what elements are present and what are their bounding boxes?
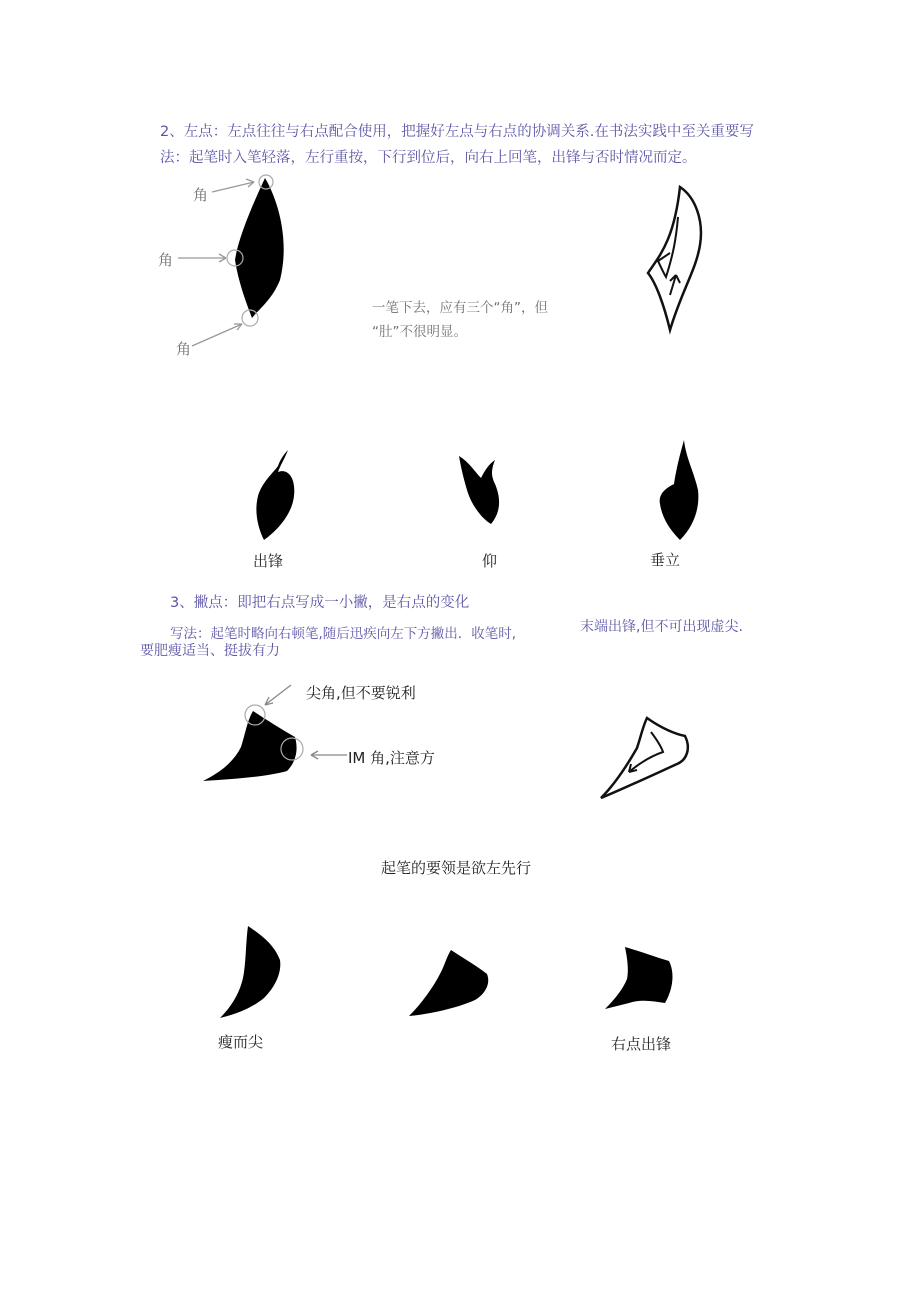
pie-dot-diagram xyxy=(195,675,315,795)
note-line1: 一笔下去，应有三个“角”，但 xyxy=(372,300,548,316)
variant-chuili-glyph xyxy=(654,438,704,543)
variant-label-shouerjian: 瘦而尖 xyxy=(218,1033,264,1051)
variant-label-youdianchufeng: 右点出锋 xyxy=(611,1035,672,1053)
section3-desc-line1: 写法：起笔时略向右顿笔,随后迅疾向左下方撇出．收笔时, xyxy=(170,626,517,642)
arrow-bottom xyxy=(192,324,242,346)
section3-side-note: 末端出锋,但不可出现虚尖. xyxy=(580,619,743,635)
left-dot-outline xyxy=(640,185,710,335)
pie-arrow-top xyxy=(265,685,291,705)
angle-label-top: 角 xyxy=(193,186,209,204)
pie-arrow-right xyxy=(305,745,350,765)
section3-title: 3、撇点：即把右点写成一小撇，是右点的变化 xyxy=(170,595,470,611)
pie-dot-stroke xyxy=(203,711,297,781)
note-line2: “肚”不很明显。 xyxy=(372,324,467,340)
callout-right: IM 角,注意方 xyxy=(348,749,435,767)
angle-label-middle: 角 xyxy=(158,251,174,269)
variant-youdianchufeng-glyph xyxy=(603,943,683,1013)
callout-top: 尖角,但不要锐利 xyxy=(306,684,416,702)
variant-pie-middle-glyph xyxy=(405,946,495,1021)
variant-label-yang: 仰 xyxy=(482,552,498,570)
angle-label-bottom: 角 xyxy=(176,340,192,358)
section3-desc-line2: 要肥瘦适当、挺拔有力 xyxy=(140,643,280,659)
left-dot-note xyxy=(372,296,548,344)
variant-chufeng-glyph xyxy=(250,448,300,543)
pie-dot-outline xyxy=(595,712,695,802)
variant-yang-glyph xyxy=(455,452,505,527)
left-dot-stroke xyxy=(235,178,284,318)
arrow-top xyxy=(212,182,254,192)
section2-line1: 2、左点：左点往往与右点配合使用，把握好左点与右点的协调关系.在书法实践中至关重要写 xyxy=(160,124,754,140)
left-dot-diagram xyxy=(150,170,310,370)
variant-label-chuili: 垂立 xyxy=(650,551,681,569)
center-note: 起笔的要领是欲左先行 xyxy=(381,859,532,877)
variant-label-chufeng: 出锋 xyxy=(253,552,284,570)
section2-line2: 法：起笔时入笔轻落，左行重按，下行到位后，向右上回笔，出锋与否时情况而定。 xyxy=(160,150,697,166)
variant-shouerjian-glyph xyxy=(218,922,288,1022)
